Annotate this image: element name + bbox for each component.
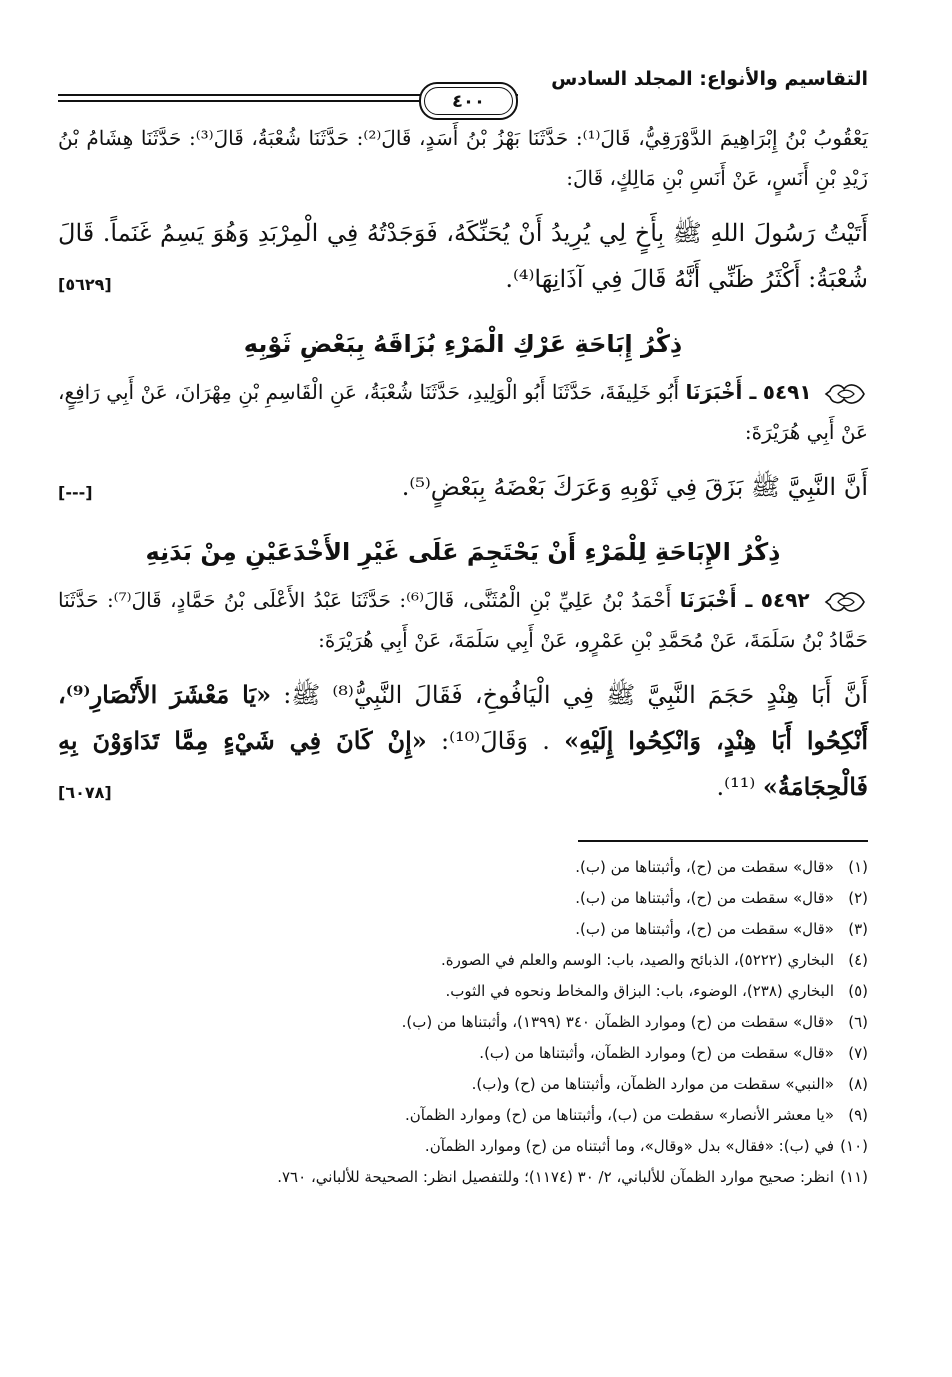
matn-block1-text: أَتَيْتُ رَسُولَ اللهِ ﷺ بِأَخٍ لِي يُرِيدُ أَنْ يُحَنِّكَهُ، فَوَجَدْتُهُ فِي الْمِرْبَدِ وَهُوَ يَسِمُ غَنَماً. قَالَ شُعْبَةُ: أَكْثَرُ ظَنِّي أَنَّهُ قَالَ فِي آذَانِهَا⁽⁴⁾. — [58, 219, 868, 293]
matn-block1 — [58, 210, 868, 302]
matn-hadith-5491 — [58, 464, 868, 510]
hadith-ornament-icon — [824, 379, 868, 409]
footnote-text: البخاري (٢٣٨)، الوضوء، باب: البزاق والمخاط ونحوه في الثوب. — [445, 981, 834, 1000]
running-title: التقاسيم والأنواع: المجلد السادس — [551, 68, 868, 90]
footnote-text: «قال» سقطت من (ح)، وأثبتناها من (ب). — [575, 919, 834, 938]
footnote — [58, 883, 868, 914]
footnote-number: (١١) — [840, 1167, 868, 1186]
footnote — [58, 1100, 868, 1131]
page — [58, 60, 868, 1193]
isnad-block1: يَعْقُوبُ بْنُ إِبْرَاهِيمَ الدَّوْرَقِيُّ، قَالَ⁽¹⁾: حَدَّثَنَا بَهْزُ بْنُ أَسَدٍ، قَالَ⁽²⁾: حَدَّثَنَا شُعْبَةُ، قَالَ⁽³⁾: حَدَّثَنَا هِشَامُ بْنُ زَيْدِ بْنِ أَنَسٍ، عَنْ أَنَسِ بْنِ مَالِكٍ، قَالَ: — [58, 126, 868, 190]
footnote-number: (٨) — [848, 1074, 868, 1093]
footnote-number: (٥) — [848, 981, 868, 1000]
footnote — [58, 1162, 868, 1193]
footnote-number: (٣) — [848, 919, 868, 938]
matn-5492-part-a: أَنَّ أَبَا هِنْدٍ حَجَمَ النَّبِيَّ ﷺ فِي الْيَافُوخِ، فَقَالَ النَّبِيُّ⁽⁸⁾ ﷺ: — [271, 681, 869, 709]
footnote-number: (٦) — [848, 1012, 868, 1031]
footnote — [58, 852, 868, 883]
hadith-ornament-icon — [824, 587, 868, 617]
matn-5492-part-c: . وَقَالَ⁽¹⁰⁾: — [426, 727, 550, 755]
footnote-text: في (ب): «فقال» بدل «وقال»، وما أثبتناه من (ح) وموارد الظمآن. — [424, 1136, 834, 1155]
matn-5492-quote-2: «إِنْ كَانَ فِي شَيْءٍ مِمَّا تَدَاوَوْنَ بِهِ فَالْحِجَامَةُ» — [58, 726, 868, 801]
matn-5492-quote-1: «يَا مَعْشَرَ الأَنْصَارِ⁽⁹⁾، أَنْكِحُوا أَبَا هِنْدٍ، وَانْكِحُوا إِلَيْهِ» — [58, 680, 869, 755]
reference-5491: [---] — [58, 483, 93, 502]
footnote — [58, 1131, 868, 1162]
footnote-text: «قال» سقطت من (ح) وموارد الظمآن ٣٤٠ (١٣٩٩)، وأثبتناها من (ب). — [401, 1012, 834, 1031]
matn-text-5491: أَنَّ النَّبِيَّ ﷺ بَزَقَ فِي ثَوْبِهِ وَعَرَكَ بَعْضَهُ بِبَعْضٍ⁽⁵⁾. — [401, 473, 868, 501]
hadith-number-5492: ٥٤٩٢ — [760, 588, 810, 612]
footnote-text: انظر: صحيح موارد الظمآن للألباني، ٢/ ٣٠ (١١٧٤)؛ وللتفصيل انظر: الصحيحة للألباني، ٧٦٠. — [277, 1167, 834, 1186]
chapter-title-2: ذِكْرُ الإِبَاحَةِ لِلْمَرْءِ أَنْ يَحْتَجِمَ عَلَى غَيْرِ الأَخْدَعَيْنِ مِنْ بَدَنِهِ — [145, 538, 781, 566]
footnote — [58, 1038, 868, 1069]
footnote-number: (٤) — [848, 950, 868, 969]
page-header — [58, 60, 868, 118]
footnote-number: (١) — [848, 857, 868, 876]
page-number-frame — [58, 70, 518, 110]
footnote-number: (١٠) — [840, 1136, 868, 1155]
isnad-text-5491: أَبُو خَلِيفَةَ، حَدَّثَنَا أَبُو الْوَلِيدِ، حَدَّثَنَا شُعْبَةُ، عَنِ الْقَاسِمِ بْنِ مِهْرَانَ، عَنْ أَبِي رَافِعٍ، عَنْ أَبِي هُرَيْرَةَ: — [58, 380, 868, 444]
isnad-hadith-5492 — [58, 580, 868, 660]
reference-5492: [٦٠٧٨] — [58, 783, 112, 802]
footnote-text: «يا معشر الأنصار» سقطت من (ب)، وأثبتناها من (ح) وموارد الظمآن. — [405, 1105, 834, 1124]
matn-hadith-5492 — [58, 672, 868, 810]
footnote — [58, 914, 868, 945]
footnote-text: «قال» سقطت من (ح)، وأثبتناها من (ب). — [575, 888, 834, 907]
page-number: ٤٠٠ — [452, 90, 485, 112]
footnote-separator — [578, 840, 868, 842]
reference-block1: [٥٦٢٩] — [58, 275, 112, 294]
footnote — [58, 1069, 868, 1100]
footnote-text: «النبي» سقطت من موارد الظمآن، وأثبتناها من (ح) و(ب). — [471, 1074, 834, 1093]
footnote — [58, 1007, 868, 1038]
akhbarana-5491: ـ أَخْبَرَنَا — [685, 380, 757, 404]
footnote-number: (٧) — [848, 1043, 868, 1062]
footnote-number: (٩) — [848, 1105, 868, 1124]
page-number-box — [419, 82, 518, 120]
footnote-text: «قال» سقطت من (ح)، وأثبتناها من (ب). — [575, 857, 834, 876]
isnad-hadith-5491 — [58, 372, 868, 452]
footnote-text: البخاري (٥٢٢٢)، الذبائح والصيد، باب: الوسم والعلم في الصورة. — [440, 950, 834, 969]
footnote — [58, 945, 868, 976]
isnad-text-5492: أَحْمَدُ بْنُ عَلِيِّ بْنِ الْمُثَنَّى، قَالَ⁽⁶⁾: حَدَّثَنَا عَبْدُ الأَعْلَى بْنُ حَمَّادٍ، قَالَ⁽⁷⁾: حَدَّثَنَا حَمَّادُ بْنُ سَلَمَةَ، عَنْ مُحَمَّدِ بْنِ عَمْرٍو، عَنْ أَبِي سَلَمَةَ، عَنْ أَبِي هُرَيْرَةَ: — [58, 588, 868, 652]
footnote-text: «قال» سقطت من (ح) وموارد الظمآن، وأثبتناها من (ب). — [479, 1043, 834, 1062]
footnotes — [58, 852, 868, 1193]
matn-5492-part-e: ⁽¹¹⁾. — [716, 773, 756, 801]
footnote — [58, 976, 868, 1007]
hadith-number-5491: ٥٤٩١ — [762, 380, 812, 404]
akhbarana-5492: ـ أَخْبَرَنَا — [679, 588, 753, 612]
chapter-title-1: ذِكْرُ إِبَاحَةِ عَرْكِ الْمَرْءِ بُزَاقَهُ بِبَعْضِ ثَوْبِهِ — [243, 330, 683, 358]
footnote-number: (٢) — [848, 888, 868, 907]
